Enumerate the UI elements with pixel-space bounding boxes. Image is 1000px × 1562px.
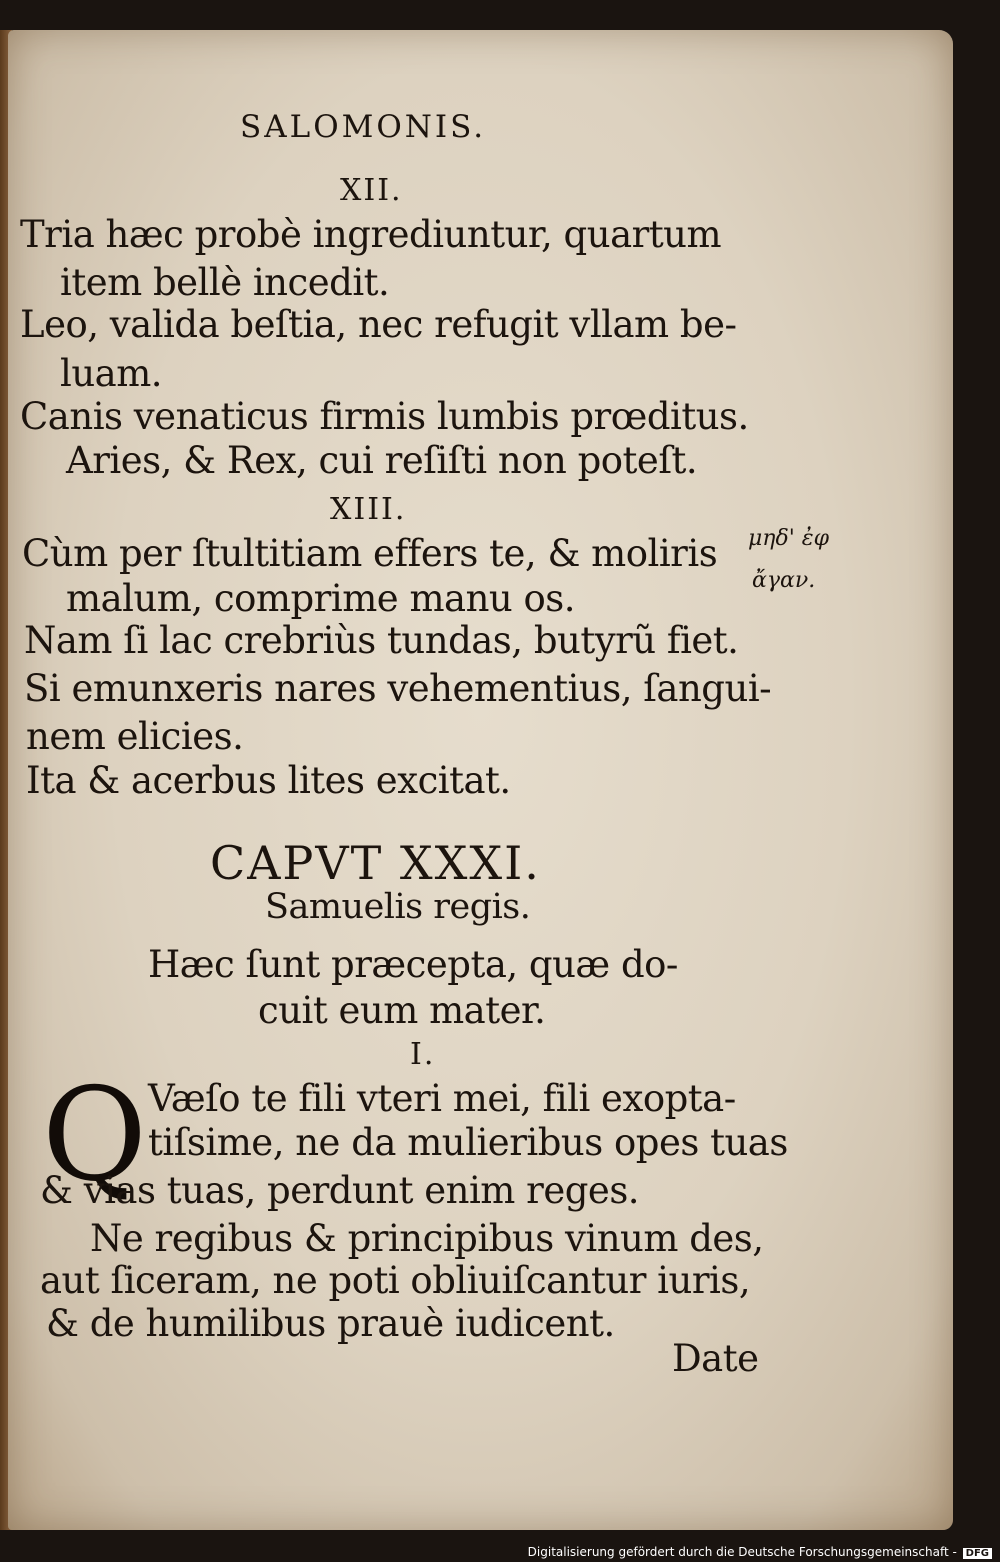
chapter-title: CAPVT XXXI. <box>210 836 541 890</box>
verse-line: aut ſiceram, ne poti obliuiſcantur iuris, <box>40 1259 751 1302</box>
verse-line: item bellè incedit. <box>60 261 390 304</box>
section-number-i: I. <box>410 1037 436 1072</box>
catchword: Date <box>672 1337 759 1380</box>
chapter-intro-line: Hæc ſunt præcepta, quæ do- <box>148 943 678 986</box>
verse-line: & vias tuas, perdunt enim reges. <box>40 1169 640 1212</box>
verse-line: & de humilibus prauè iudicent. <box>46 1302 615 1345</box>
footer-text: Digitalisierung gefördert durch die Deutsche Forschungsgemeinschaft - <box>527 1545 957 1559</box>
verse-line: Nam ſi lac crebriùs tundas, butyrũ fiet. <box>24 619 739 662</box>
section-number-xii: XII. <box>340 173 403 208</box>
verse-line: luam. <box>60 352 163 395</box>
chapter-subtitle: Samuelis regis. <box>265 887 531 927</box>
marginal-note-line: ἄγαν. <box>752 568 816 593</box>
verse-line: Cùm per ſtultitiam effers te, & moliris <box>22 532 718 575</box>
dfg-logo: DFG <box>963 1548 992 1559</box>
verse-line: Canis venaticus firmis lumbis prœditus. <box>20 395 749 438</box>
verse-line: Si emunxeris nares vehementius, ſangui- <box>24 667 772 710</box>
verse-line: tiſsime, ne da mulieribus opes tuas <box>148 1121 788 1164</box>
drop-cap: Q <box>42 1061 147 1210</box>
chapter-intro-line: cuit eum mater. <box>258 989 546 1032</box>
running-head: SALOMONIS. <box>240 109 487 145</box>
verse-line: nem elicies. <box>26 715 244 758</box>
verse-line: Væſo te fili vteri mei, fili exopta- <box>148 1077 736 1120</box>
verse-line: Aries, & Rex, cui reſiſti non poteſt. <box>66 439 698 482</box>
verse-line: Ne regibus & principibus vinum des, <box>90 1217 764 1260</box>
section-number-xiii: XIII. <box>330 492 407 527</box>
verse-line: Tria hæc probè ingrediuntur, quartum <box>20 213 722 256</box>
footer <box>528 1545 992 1559</box>
verse-line: Ita & acerbus lites excitat. <box>26 759 511 802</box>
verse-line: malum, comprime manu os. <box>66 577 576 620</box>
verse-line: Leo, valida beſtia, nec refugit vllam be- <box>20 303 737 346</box>
marginal-note-line: μηδ' ἐφ <box>748 526 829 551</box>
